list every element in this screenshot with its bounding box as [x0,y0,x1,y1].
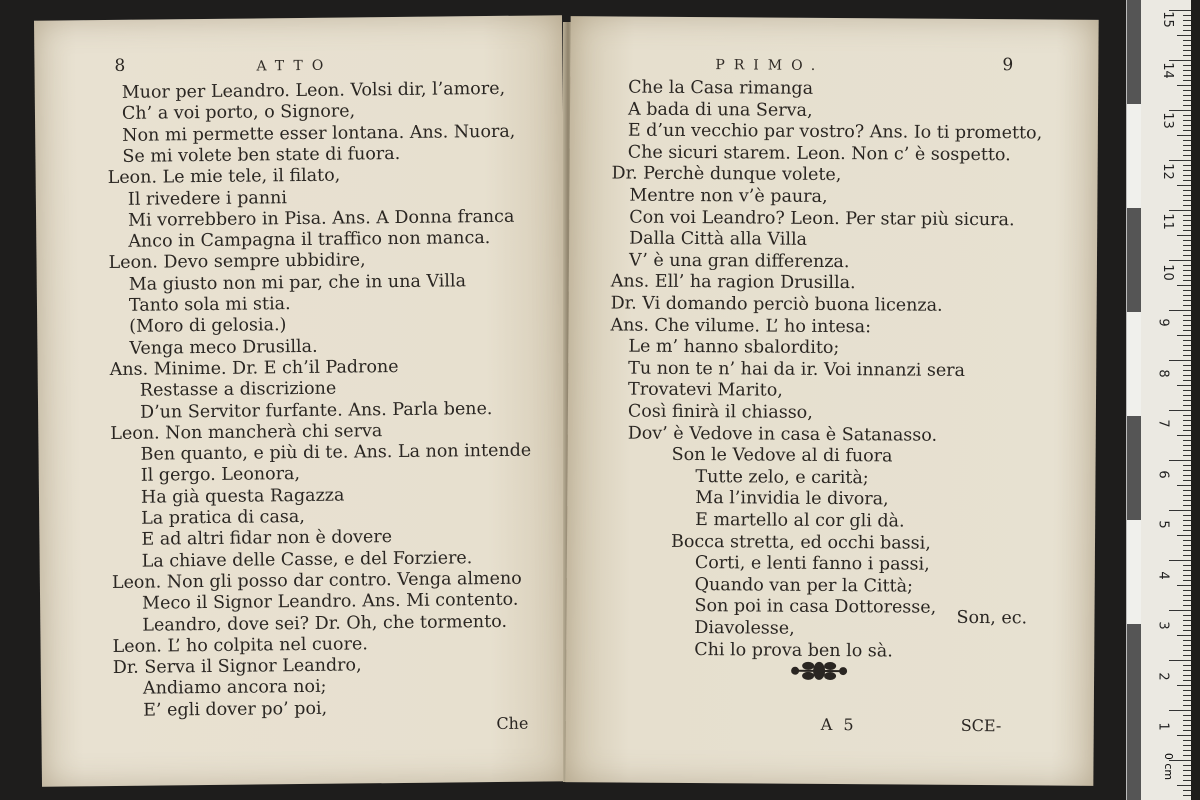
ruler-tick [1183,795,1191,796]
right-text-line: Bocca stretta, ed occhi bassi, [670,531,931,554]
ruler-tick [1183,700,1191,701]
ruler-tick [1183,325,1191,326]
ruler-tick [1177,135,1191,136]
ruler-tick [1183,470,1191,471]
ruler-tick [1183,775,1191,776]
right-page-number: 9 [1002,55,1014,76]
ruler-tick [1183,220,1191,221]
ruler-tick [1183,595,1191,596]
left-text-line: Ben quanto, e più di te. Ans. La non intende [140,440,532,465]
right-text-line: A bada di una Serva, [627,99,813,121]
ruler-tick [1183,115,1191,116]
ruler-tick [1177,485,1191,486]
left-text-line: Restasse a discrizione [139,378,337,401]
right-text-line: Tutte zelo, e carità; [695,466,869,489]
ruler-tick [1177,385,1191,386]
left-text-line: Dr. Serva il Signor Leandro, [112,655,362,679]
left-page [34,15,570,786]
ruler-number: 6 [1155,469,1171,479]
ruler-tick [1177,285,1191,286]
left-text-line: La chiave delle Casse, e del Forziere. [141,547,473,572]
ruler-number: 14 [1159,61,1175,79]
ruler-tick [1183,375,1191,376]
left-text-line: Muor per Leandro. Leon. Volsi dir, l’amore, [121,78,506,103]
ruler-tick [1183,120,1191,121]
ruler-number: 4 [1155,570,1171,580]
ruler-tick [1183,80,1191,81]
ruler-tick [1183,245,1191,246]
right-text-line: Tu non te n’ hai da ir. Voi innanzi sera [628,358,966,381]
right-text-line: Trovatevi Marito, [628,379,783,402]
ruler-tick [1183,480,1191,481]
ruler-tick [1183,205,1191,206]
signature-mark: A 5 [820,714,857,735]
ruler-number: 11 [1159,213,1175,230]
ruler-number: 9 [1155,318,1171,327]
ruler-tick [1183,175,1191,176]
left-text-line: Se mi volete ben state di fuora. [122,143,401,167]
left-text-line: Mi vorrebbero in Pisa. Ans. A Donna franca [127,206,515,231]
left-text-line: Non mi permette esser lontana. Ans. Nuora, [122,121,516,146]
right-text-line: Son le Vedove al di fuora [671,445,893,467]
left-catchword: Che [496,713,529,733]
right-text-line: Son, ec. [956,607,1028,629]
ruler-tick [1183,740,1191,741]
ruler-tick [1169,210,1191,211]
ruler-tick [1183,75,1191,76]
ruler-tick [1169,710,1191,711]
ruler-tick [1183,300,1191,301]
ruler-number: 12 [1159,162,1175,180]
left-text-line: Leon. Devo sempre ubbidire, [108,250,366,274]
right-text-line: Che sicuri starem. Leon. Non c’ è sospetto. [627,142,1011,166]
right-text-line: Chi lo prova ben lo sà. [694,639,893,662]
ruler-color-bar [1127,0,1141,800]
ruler-number: 2 [1155,671,1171,681]
ruler-tick [1169,310,1191,311]
ruler-number: 7 [1155,419,1171,428]
ruler-tick [1183,565,1191,566]
ruler-tick [1183,250,1191,251]
left-text-line: E’ egli dover po’ poi, [143,698,328,721]
ruler-tick [1183,320,1191,321]
left-text-line: Venga meco Drusilla. [129,336,318,359]
right-text-line: E d’un vecchio par vostro? Ans. Io ti prometto, [627,120,1043,144]
ruler-number: 8 [1155,368,1171,378]
ruler-tick [1183,765,1191,766]
ruler-tick [1183,305,1191,306]
ruler-number: 13 [1159,112,1175,129]
ruler-tick [1183,665,1191,666]
ruler-tick [1183,450,1191,451]
ruler-tick [1183,630,1191,631]
left-text-line: Leon. Non mancherà chi serva [110,420,383,444]
ruler-tick [1183,290,1191,291]
ruler-tick [1169,560,1191,561]
ruler-unit-label: 0 cm [1162,752,1176,781]
left-text-line: Leandro, dove sei? Dr. Oh, che tormento. [142,611,508,636]
ruler-tick [1183,490,1191,491]
ruler-tick [1183,625,1191,626]
left-text-line: Ma giusto non mi par, che in una Villa [128,270,467,295]
ruler-tick [1183,730,1191,731]
ruler-tick [1183,25,1191,26]
ruler-tick [1177,85,1191,86]
ruler-tick [1183,70,1191,71]
right-text-line: Le m’ hanno sbalordito; [628,336,840,359]
ruler-tick [1177,585,1191,586]
ruler-tick [1183,355,1191,356]
left-text-line: Leon. Le mie tele, il filato, [107,165,341,189]
left-text-line: Il rivedere i panni [127,187,288,210]
right-text-line: Ans. Ell’ ha ragion Drusilla. [610,271,856,294]
left-page-number: 8 [114,55,126,76]
ruler-tick [1183,550,1191,551]
right-text-line: Son poi in casa Dottoresse, [694,596,937,619]
ruler-tick [1183,350,1191,351]
left-text-line: Anco in Campagna il traffico non manca. [128,228,491,252]
ruler-tick [1177,335,1191,336]
ruler-tick [1183,440,1191,441]
ruler-tick [1183,695,1191,696]
right-text-line: Ans. Che vilume. L’ ho intesa: [610,315,872,337]
right-text-line: Dr. Perchè dunque volete, [611,163,842,186]
left-text-line: Leon. Non gli posso dar contro. Venga almeno [111,568,522,593]
ruler-tick [1169,610,1191,611]
left-running-header: ATTO [256,57,333,75]
ruler-tick [1183,265,1191,266]
ruler-tick [1169,410,1191,411]
ruler-tick [1183,575,1191,576]
right-text-line: Dalla Città alla Villa [629,228,808,251]
ruler-tick [1177,685,1191,686]
ruler-tick [1183,130,1191,131]
ruler-tick [1183,525,1191,526]
ruler-number: 1 [1155,722,1171,731]
ruler-tick [1177,35,1191,36]
ruler-tick [1183,670,1191,671]
ruler-tick [1183,530,1191,531]
ruler-number: 15 [1159,11,1175,28]
ruler-tick [1183,200,1191,201]
ruler-tick [1183,715,1191,716]
ruler-tick [1183,30,1191,31]
ruler-tick [1183,55,1191,56]
ruler-tick [1183,145,1191,146]
ruler-tick [1183,20,1191,21]
ruler-tick [1183,140,1191,141]
ruler-tick [1183,225,1191,226]
right-page [565,16,1098,786]
ruler-tick [1183,640,1191,641]
left-text-line: D’un Servitor furfante. Ans. Parla bene. [140,398,493,423]
ruler-tick [1183,190,1191,191]
ruler-tick [1183,650,1191,651]
ruler-tick [1183,15,1191,16]
ruler-tick [1183,340,1191,341]
left-text-line: Andiamo ancora noi; [142,677,327,700]
left-text-line: Ans. Minime. Dr. E ch’il Padrone [109,356,399,380]
ruler-tick [1183,555,1191,556]
ruler-tick [1183,725,1191,726]
ruler-tick [1183,275,1191,276]
ruler-tick [1183,425,1191,426]
ruler-tick [1183,580,1191,581]
ruler-tick [1183,105,1191,106]
ruler-tick [1183,150,1191,151]
ruler-tick [1183,45,1191,46]
ruler-tick [1183,500,1191,501]
ruler-tick [1183,620,1191,621]
ruler-tick [1183,125,1191,126]
ruler-tick [1183,770,1191,771]
ruler-tick [1183,755,1191,756]
ruler-tick [1183,365,1191,366]
ruler-tick [1169,360,1191,361]
ruler-tick [1183,720,1191,721]
ruler-tick [1183,280,1191,281]
ruler-tick [1183,675,1191,676]
ruler-number: 3 [1155,621,1171,630]
ruler-tick [1169,110,1191,111]
left-text-line: La pratica di casa, [141,506,305,529]
ruler-number: 5 [1155,520,1171,529]
ruler-tick [1183,515,1191,516]
right-text-line: Dr. Vi domando perciò buona licenza. [610,293,943,316]
ruler-tick [1183,370,1191,371]
open-book [30,18,1100,790]
ruler-tick [1183,180,1191,181]
ruler-tick [1183,380,1191,381]
ruler-tick [1183,170,1191,171]
ruler-tick [1177,235,1191,236]
right-text-line: Quando van per la Città; [694,574,914,597]
ruler-tick [1183,475,1191,476]
ruler-tick [1169,460,1191,461]
ruler-tick [1177,735,1191,736]
right-text-line: Che la Casa rimanga [628,77,814,99]
ruler-tick [1183,690,1191,691]
ruler-tick [1183,750,1191,751]
ruler-tick [1183,495,1191,496]
ruler-tick [1183,270,1191,271]
ruler-tick [1183,215,1191,216]
ruler-tick [1183,465,1191,466]
ruler-tick [1183,570,1191,571]
ruler-tick [1183,405,1191,406]
ruler-tick [1183,600,1191,601]
ruler-tick [1183,430,1191,431]
right-text-line: E martello al cor gli dà. [695,510,905,532]
right-text-line: Ma l’invidia le divora, [695,488,889,510]
left-text-line: Meco il Signor Leandro. Ans. Mi contento. [142,589,519,614]
ruler-tick [1183,605,1191,606]
ruler-tick [1183,155,1191,156]
ruler-tick [1183,95,1191,96]
ruler-tick [1177,535,1191,536]
ruler-tick [1183,230,1191,231]
ruler-tick [1183,295,1191,296]
ruler-tick [1183,520,1191,521]
right-text-line: Con voi Leandro? Leon. Per star più sicura. [629,207,1015,230]
ruler-tick [1183,545,1191,546]
ruler-tick [1183,420,1191,421]
ruler-tick [1183,680,1191,681]
ruler-tick [1169,660,1191,661]
ruler-tick [1183,400,1191,401]
ruler-tick [1169,260,1191,261]
left-text-line: Ha già questa Ragazza [140,485,345,508]
ruler-tick [1183,255,1191,256]
ruler-tick [1177,435,1191,436]
ruler-tick [1183,615,1191,616]
ruler-tick [1169,160,1191,161]
ruler-tick [1183,165,1191,166]
ruler-tick [1183,745,1191,746]
ruler-tick [1177,785,1191,786]
right-text-line: Mentre non v’è paura, [629,185,828,207]
right-text-line: Diavolesse, [694,618,795,639]
ruler-tick [1183,390,1191,391]
left-text-line: (Moro di gelosia.) [129,315,287,338]
ruler-tick [1183,455,1191,456]
ruler-tick [1183,50,1191,51]
right-running-header: PRIMO. [715,57,825,74]
left-text-line: Il gergo. Leonora, [140,464,301,487]
ruler-tick [1183,790,1191,791]
ruler-tick [1183,505,1191,506]
ruler-tick [1183,395,1191,396]
ruler-tick [1183,645,1191,646]
right-text-line: Così finirà il chiasso, [627,401,813,423]
ruler-tick [1183,540,1191,541]
ruler-tick [1183,415,1191,416]
ruler-tick [1177,635,1191,636]
ruler-tick [1183,100,1191,101]
left-text-line: E ad altri fidar non è dovere [141,527,393,550]
ruler-tick [1183,315,1191,316]
left-text-line: Ch’ a voi porto, o Signore, [121,101,356,125]
ruler-number: 10 [1159,263,1175,281]
ruler-tick [1183,330,1191,331]
printer-ornament-icon [788,656,850,686]
ruler-tick [1183,65,1191,66]
right-catchword: SCE- [960,715,1002,736]
ruler-tick [1183,240,1191,241]
ruler-tick [1183,195,1191,196]
ruler-tick [1183,40,1191,41]
right-text-line: V’ è una gran differenza. [628,250,850,272]
ruler-tick [1183,345,1191,346]
scale-ruler [1126,0,1191,800]
ruler-tick [1169,60,1191,61]
right-text-line: Dov’ è Vedove in casa è Satanasso. [627,423,938,446]
ruler-tick [1169,510,1191,511]
ruler-tick [1183,780,1191,781]
ruler-tick [1183,705,1191,706]
ruler-tick [1177,185,1191,186]
ruler-tick [1183,655,1191,656]
left-text-line: Tanto sola mi stia. [128,294,291,316]
ruler-tick [1183,590,1191,591]
left-text-line: Leon. L’ ho colpita nel cuore. [112,634,368,657]
ruler-tick [1183,90,1191,91]
ruler-tick [1183,445,1191,446]
right-text-line: Corti, e lenti fanno i passi, [694,553,930,575]
